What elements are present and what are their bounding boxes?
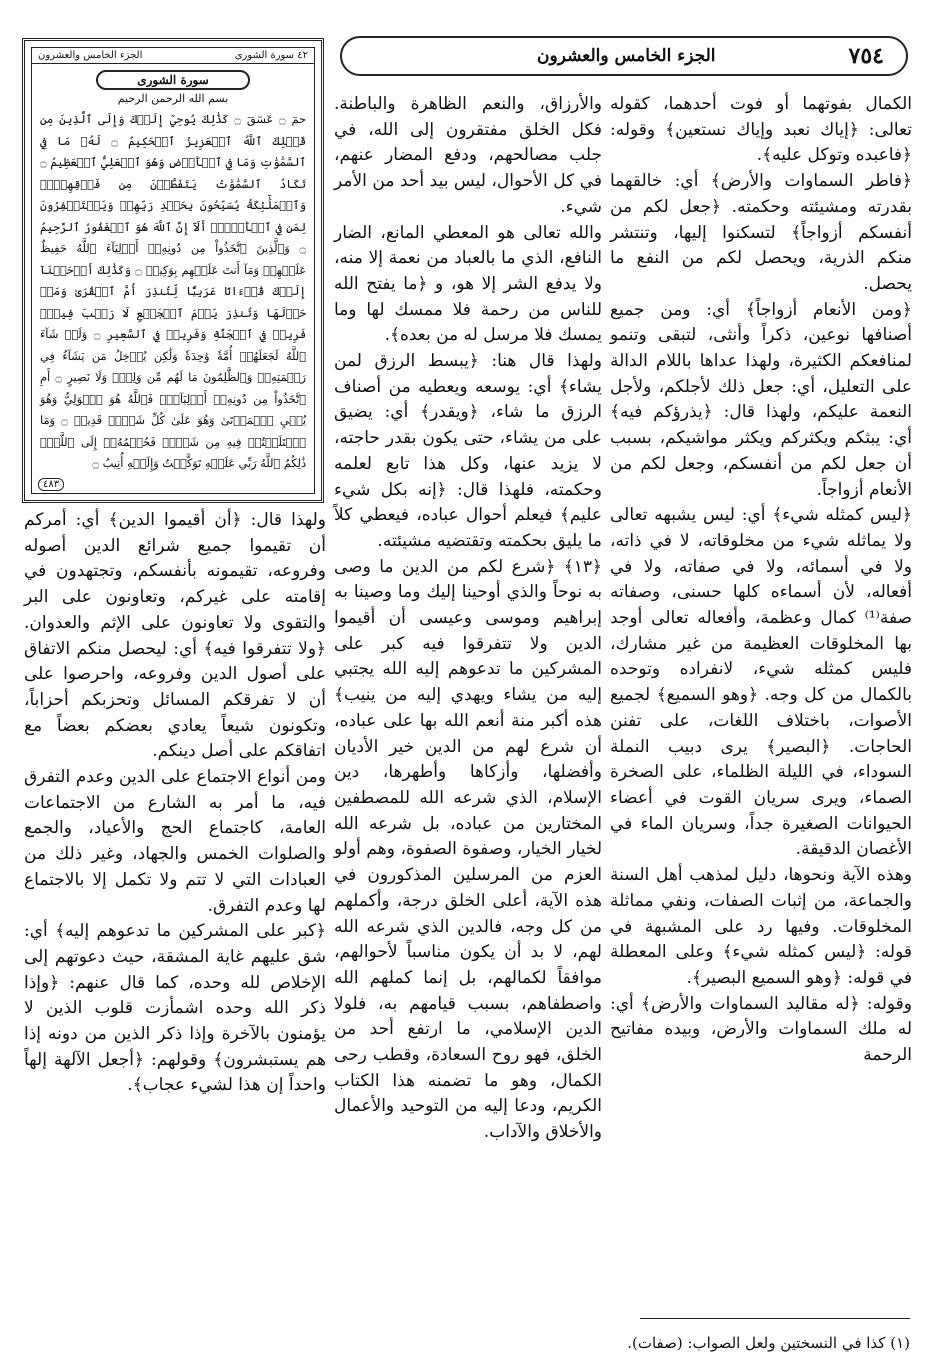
- column-left: [24, 508, 326, 1099]
- mushaf-juz-label: الجزء الخامس والعشرون: [38, 50, 143, 61]
- paragraph: ﴿كبر على المشركين ما تدعوهم إليه﴾ أي: شق عليهم غاية المشقة، حيث دعوتهم إلى الإخلاص لله وحده، كما قال عنهم: ﴿وإذا ذكر الله وحده اشمأزت قلوب الذين لا يؤمنون بالآخرة وإذا ذكر الذين من دونه إذا هم يستبشرون﴾ وقولهم: ﴿أجعل الآلهة إلهاً واحداً إن هذا لشيء عجاب﴾.: [24, 921, 326, 1096]
- paragraph: وقوله: ﴿له مقاليد السماوات والأرض﴾ أي: له ملك السماوات والأرض، وبيده مفاتيح الرحمة: [610, 993, 912, 1066]
- surah-title: سورة الشورى: [96, 70, 250, 90]
- footnote: (١) كذا في النسختين ولعل الصواب: (صفات).: [627, 1334, 910, 1352]
- paragraph: ﴿١٣﴾ ﴿شرع لكم من الدين ما وصى به نوحاً والذي أوحينا إليك وما وصينا به إبراهيم وموسى وعيسى أن أقيموا الدين ولا تتفرقوا فيه كبر على المشركين ما تدعوهم إليه الله يجتبي إليه من يشاء ويهدي إليه من ينيب﴾ هذه أكبر منة أنعم الله بها على عباده، أن شرع لهم من الدين خير الأديان وأفضلها، وأزكاها وأطهرها، دين الإسلام، الذي شرعه الله للمصطفين المختارين من عباده، بل شرعه الله لخيار الخيار، وصفوة الصفوة، وهم أولو العزم من المرسلين المذكورون في هذه الآية، أعلى الخلق درجة، وأكملهم من كل وجه، فالدين الذي شرعه الله لهم، لا بد أن يكون مناسباً لأحوالهم، موافقاً لكمالهم، بل إنما كملهم الله واصطفاهم، بسبب قيامهم به، فلولا الدين الإسلامي، ما ارتفع أحد من الخلق، فهو روح السعادة، وقطب رحى الكمال، وهو ما تضمنه هذا الكتاب الكريم، ودعا إليه من التوحيد والأعمال والأخلاق والآداب.: [334, 556, 602, 1143]
- page-number: ٧٥٤: [848, 43, 884, 69]
- paragraph: ﴿ليس كمثله شيء﴾ أي: ليس يشبهه تعالى ولا يماثله شيء من مخلوقاته، لا في ذاته، ولا في أسمائه، ولا في صفاته، ولا في أفعاله، لأن أسماءه كلها حسنى، وصفاته صفة⁽¹⁾ كمال وعظمة، وأفعاله تعالى أوجد بها المخلوقات العظيمة من غير مشارك، فليس كمثله شيء، لانفراده وتوحده بالكمال من كل وجه. ﴿وهو السميع﴾ لجميع الأصوات، باختلاف اللغات، على تفنن الحاجات. ﴿البصير﴾ يرى دبيب النملة السوداء، في الليلة الظلماء، على الصخرة الصماء، ويرى سريان القوت في أعضاء الحيوانات الصغيرة جداً، وسريان الماء في الأغصان الدقيقة.: [610, 505, 912, 860]
- column-middle: [334, 92, 602, 1146]
- paragraph: الكمال بفوتهما أو فوت أحدهما، كقوله تعالى: ﴿إياك نعبد وإياك نستعين﴾ وقوله: ﴿فاعبده وتوكل عليه﴾.: [610, 94, 912, 166]
- page-header: [340, 36, 908, 76]
- footnote-rule: [640, 1318, 910, 1319]
- juz-title: الجزء الخامس والعشرون: [537, 46, 716, 66]
- paragraph: ولهذا قال هنا: ﴿يبسط الرزق لمن يشاء﴾ أي: يوسعه ويعطيه من أصناف الرزق ما شاء، ﴿ويقدر﴾ أي: يضيق على من يشاء، حتى يكون بقدر حاجته، لا يزيد عنها، وكل هذا تابع لعلمه وحكمته، فلهذا قال: ﴿إنه بكل شيء عليم﴾ فيعلم أحوال عباده، فيعطي كلاً ما يليق بحكمته وتقتضيه مشيئته.: [334, 351, 602, 551]
- mushaf-page: [31, 47, 315, 494]
- paragraph: والأرزاق، والنعم الظاهرة والباطنة. فكل الخلق مفتقرون إلى الله، في جلب مصالحهم، ودفع المضار عنهم، في كل الأحوال، ليس بيد أحد من الأمر شيء.: [334, 94, 602, 217]
- paragraph: ﴿ومن الأنعام أزواجاً﴾ أي: ومن جميع أصنافها نوعين، ذكراً وأنثى، لتبقى وتنمو لمنافعكم الكثيرة، ولهذا عداها باللام الدالة على التعليل، أي: جعل ذلك لأجلكم، ولأجل النعمة عليكم، ولهذا قال: ﴿يذرؤكم فيه﴾ أي: يبثكم ويكثركم ويكثر مواشيكم، بسبب أن جعل لكم من أنفسكم، وجعل لكم من الأنعام أزواجاً.: [610, 299, 912, 500]
- mushaf-frame: [22, 38, 324, 503]
- paragraph: ﴿فاطر السماوات والأرض﴾ أي: خالقهما بقدرته ومشيئته وحكمته. ﴿جعل لكم من أنفسكم أزواجاً﴾ لتسكنوا إليها، وتنتشر منكم الذرية، ويحصل لكم من النفع ما يحصل.: [610, 171, 912, 294]
- basmala: بسم الله الرحمن الرحيم: [117, 92, 229, 105]
- mushaf-top-bar: [32, 48, 314, 64]
- paragraph: ولهذا قال: ﴿أن أقيموا الدين﴾ أي: أمركم أن تقيموا جميع شرائع الدين أصوله وفروعه، تقيمونه بأنفسكم، وتجتهدون في إقامته على غيركم، وتعاونون على البر والتقوى ولا تعاونون على الإثم والعدوان. ﴿ولا تتفرقوا فيه﴾ أي: ليحصل منكم الاتفاق على أصول الدين وفروعه، واحرصوا على أن لا تفرقكم المسائل وتحزبكم أحزاباً، وتكونون شيعاً يعادي بعضكم بعضاً مع اتفاقكم على أصل دينكم.: [24, 510, 326, 762]
- column-right: [610, 92, 912, 1069]
- paragraph: والله تعالى هو المعطي المانع، الضار النافع، الذي ما بالعباد من نعمة إلا منه، ولا يدفع الشر إلا هو، و ﴿ما يفتح الله للناس من رحمة فلا ممسك لها وما يمسك فلا مرسل له من بعده﴾.: [334, 222, 602, 346]
- mushaf-surah-label: ٤٢ سورة الشورى: [234, 50, 308, 61]
- paragraph: ومن أنواع الاجتماع على الدين وعدم التفرق فيه، ما أمر به الشارع من الاجتماعات العامة، كاجتماع الحج والأعياد، والجمع والصلوات الخمس والجهاد، وغير ذلك من العبادات التي لا تتم ولا تكمل إلا بالاجتماع لها وعدم التفرق.: [24, 767, 326, 916]
- mushaf-page-number: ٤٨٣: [38, 478, 64, 491]
- paragraph: وهذه الآية ونحوها، دليل لمذهب أهل السنة والجماعة، من إثبات الصفات، ونفي مماثلة المخلوقات. وفيها رد على المشبهة في قوله: ﴿ليس كمثله شيء﴾ وعلى المعطلة في قوله: ﴿وهو السميع البصير﴾.: [610, 865, 912, 988]
- quran-verses: حمٓ ۝ عٓسٓقٓ ۝ كَذَٰلِكَ يُوحِيٓ إِلَيۡكَ وَإِلَى ٱلَّذِينَ مِن قَبۡلِكَ ٱللَّهُ ٱلۡعَزِيزُ ٱلۡحَكِيمُ ۝ لَهُۥ مَا فِي ٱلسَّمَٰوَٰتِ وَمَا فِي ٱلۡأَرۡضِ وَهُوَ ٱلۡعَلِيُّ ٱلۡعَظِيمُ ۝ تَكَادُ ٱلسَّمَٰوَٰتُ يَتَفَطَّرۡنَ مِن فَوۡقِهِنَّۚ وَٱلۡمَلَٰٓئِكَةُ يُسَبِّحُونَ بِحَمۡدِ رَبِّهِمۡ وَيَسۡتَغۡفِرُونَ لِمَن فِي ٱلۡأَرۡضِۗ أَلَآ إِنَّ ٱللَّهَ هُوَ ٱلۡغَفُورُ ٱلرَّحِيمُ ۝ وَٱلَّذِينَ ٱتَّخَذُواْ مِن دُونِهِۦٓ أَوۡلِيَآءَ ٱللَّهُ حَفِيظٌ عَلَيۡهِمۡ وَمَآ أَنتَ عَلَيۡهِم بِوَكِيلٖ ۝ وَكَذَٰلِكَ أَوۡحَيۡنَآ إِلَيۡكَ قُرۡءَانًا عَرَبِيّٗا لِّتُنذِرَ أُمَّ ٱلۡقُرَىٰ وَمَنۡ حَوۡلَهَا وَتُنذِرَ يَوۡمَ ٱلۡجَمۡعِ لَا رَيۡبَ فِيهِۚ فَرِيقٞ فِي ٱلۡجَنَّةِ وَفَرِيقٞ فِي ٱلسَّعِيرِ ۝ وَلَوۡ شَآءَ ٱللَّهُ لَجَعَلَهُمۡ أُمَّةٗ وَٰحِدَةٗ وَلَٰكِن يُدۡخِلُ مَن يَشَآءُ فِي رَحۡمَتِهِۦۚ وَٱلظَّٰلِمُونَ مَا لَهُم مِّن وَلِيّٖ وَلَا نَصِيرٍ ۝ أَمِ ٱتَّخَذُواْ مِن دُونِهِۦٓ أَوۡلِيَآءَۖ فَٱللَّهُ هُوَ ٱلۡوَلِيُّ وَهُوَ يُحۡيِ ٱلۡمَوۡتَىٰ وَهُوَ عَلَىٰ كُلِّ شَيۡءٖ قَدِيرٞ ۝ وَمَا ٱخۡتَلَفۡتُمۡ فِيهِ مِن شَيۡءٖ فَحُكۡمُهُۥٓ إِلَى ٱللَّهِۚ ذَٰلِكُمُ ٱللَّهُ رَبِّي عَلَيۡهِ تَوَكَّلۡتُ وَإِلَيۡهِ أُنِيبُ ۝: [40, 113, 307, 470]
